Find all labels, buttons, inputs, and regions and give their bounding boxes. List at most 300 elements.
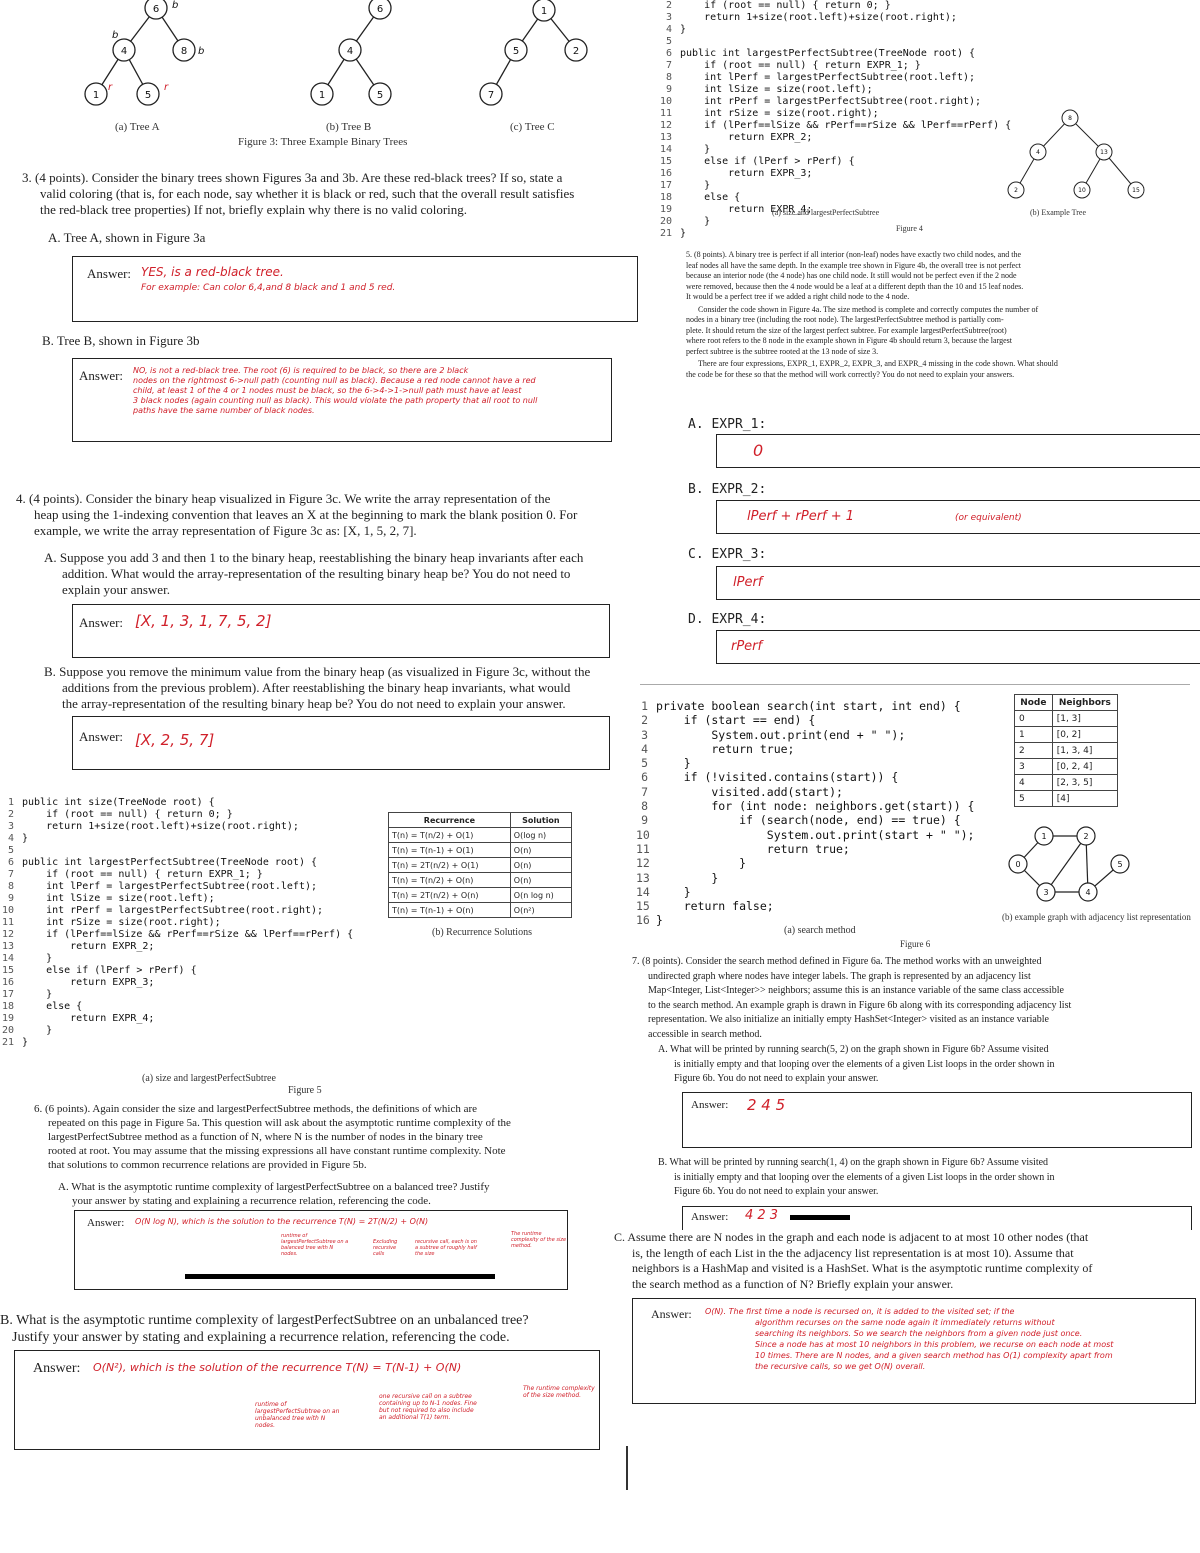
line-number: 17 (660, 180, 673, 191)
table-cell: 1 (1015, 727, 1053, 743)
expr4-answer-box (716, 630, 1200, 664)
code-line (2, 845, 353, 857)
q3b-answer-box (72, 358, 612, 442)
line-number: 6 (7, 857, 14, 868)
code-line (660, 192, 1011, 204)
tree-b-node: 4 (346, 46, 354, 57)
code-line (2, 857, 353, 869)
code-line (660, 180, 1011, 192)
code-line (2, 809, 353, 821)
adjacency-row (1015, 775, 1118, 791)
red-mark: r (108, 82, 113, 93)
answer-label: Answer: (87, 266, 132, 281)
line-number: 18 (2, 1001, 15, 1012)
code-line (636, 856, 975, 870)
line-number: 8 (641, 799, 648, 814)
line-number: 7 (665, 60, 672, 71)
code-text: } (22, 953, 53, 964)
tree-c-node: 2 (572, 46, 580, 57)
q4b-answer-box (72, 716, 610, 770)
recurrence-row (389, 888, 572, 903)
line-number: 16 (660, 168, 673, 179)
table-cell: O(n) (510, 858, 571, 873)
code-text: int lPerf = largestPerfectSubtree(root.left); (680, 72, 976, 83)
line-number: 2 (7, 809, 14, 820)
code-text: public int largestPerfectSubtree(TreeNode root) { (680, 48, 976, 59)
code-text: return true; (656, 741, 795, 756)
answer-label: Answer: (79, 729, 124, 744)
code-line (2, 953, 353, 965)
code-text: if (root == null) { return 0; } (22, 809, 233, 820)
line-number: 19 (660, 204, 673, 215)
q7c-prompt: C. Assume there are N nodes in the graph and each node is adjacent to at most 10 other nodes (that is, the length of each List in the the adjacency list representation is at most 10). Assume that neighbors is a HashMap and visited is a HashSet. What is the asymptotic runtime complexity of the search method as a function of N? Briefly explain your answer. (614, 1230, 1093, 1291)
code-line (660, 0, 1011, 12)
code-text: if (root == null) { return EXPR_1; } (680, 60, 921, 71)
q6a-prompt: A. What is the asymptotic runtime complexity of largestPerfectSubtree on a balanced tree? Justify your answer by stating and explaining a recurrence relation, referencing the code. (58, 1181, 490, 1207)
q6a-note: recursive call, each is on a subtree of roughly half the size (415, 1239, 477, 1257)
fig4a-caption: (a) size and largestPerfectSubtree (772, 208, 880, 217)
tree-c-node: 5 (512, 46, 520, 57)
code-text: if (!visited.contains(start)) { (656, 770, 899, 785)
code-line (660, 84, 1011, 96)
line-number: 12 (660, 120, 673, 131)
expr4-label: D. EXPR_4: (688, 612, 767, 627)
line-number: 14 (660, 144, 673, 155)
code-text: } (656, 756, 691, 771)
line-number: 4 (641, 741, 648, 756)
table-cell: T(n) = T(n/2) + O(n) (389, 873, 511, 888)
tree-a-node: 5 (144, 90, 152, 101)
q3a-answer-line1: YES, is a red-black tree. (141, 265, 284, 279)
line-number: 10 (660, 96, 673, 107)
fig4-node: 13 (1100, 149, 1108, 156)
table-cell: T(n) = T(n-1) + O(1) (389, 843, 511, 858)
q6b-note: The runtime complexity of the size method. (523, 1385, 595, 1399)
code-line (636, 756, 975, 770)
fig4-node: 4 (1036, 149, 1040, 156)
fig5-caption: Figure 5 (288, 1085, 322, 1096)
recurrence-row (389, 843, 572, 858)
line-number: 8 (7, 881, 14, 892)
q6b-note: one recursive call on a subtree containing up to N-1 nodes. Fine but not required to also include an additional T(1) term. (379, 1393, 477, 1421)
code-text: return EXPR_3; (22, 977, 155, 988)
code-text: int rSize = size(root.right); (680, 108, 879, 119)
line-number: 4 (665, 24, 672, 35)
line-number: 13 (636, 870, 650, 885)
tree-b-node: 1 (318, 90, 326, 101)
tree-c-node: 7 (487, 90, 495, 101)
fig4-node: 8 (1068, 115, 1072, 122)
line-number: 1 (7, 797, 14, 808)
margin-line (626, 1446, 628, 1490)
line-number: 17 (2, 989, 15, 1000)
code-line (2, 1001, 353, 1013)
code-text: if (start == end) { (656, 713, 816, 728)
table-cell: O(n) (510, 843, 571, 858)
expr2-note: (or equivalent) (955, 513, 1022, 523)
code-text: visited.add(start); (656, 784, 843, 799)
q6b-prompt: B. What is the asymptotic runtime complexity of largestPerfectSubtree on an unbalanced tree? Justify your answer by stating and explaining a recurrence relation, referencing the code. (0, 1313, 529, 1345)
code-text: return 1+size(root.left)+size(root.right); (22, 821, 299, 832)
code-text: } (656, 884, 691, 899)
line-number: 11 (636, 841, 650, 856)
code-text: } (680, 228, 687, 239)
line-number: 3 (7, 821, 14, 832)
code-text: } (22, 1037, 29, 1048)
code-line (2, 881, 353, 893)
figure3-trees (60, 0, 620, 140)
expr1-answer-box (716, 434, 1200, 468)
line-number: 18 (660, 192, 673, 203)
line-number: 14 (636, 884, 650, 899)
q7b-answer: 4 2 3 (745, 1208, 779, 1223)
q5-prompt: 5. (8 points). A binary tree is perfect if all interior (non-leaf) nodes have exactly two child nodes, and the leaf nodes all have the same depth. In the example tree shown in Figure 4b, the overall tree is not perfect because an interior node (the 4 node) has one child node. It still would not be perfect even if the 2 node were removed, because then the 4 node would be a leaf at a different depth than the 10 and 15 leaf nodes. It would be a perfect tree if we added a right child node to the 4 node. Consider the code shown in Figure 4a. The size method is complete and correctly computes the number of nodes in a binary tree (including the root node). The largestPerfectSubtree method is partially com- plete. It should return the size of the largest perfect subtree. For example largestPerfectSubtree(root) where root refers to the 8 node in the example shown in Figure 4b should return 3, because the largest perfect subtree is the subtree rooted at the 13 node of size 3. There are four expressions, EXPR_1, EXPR_2, EXPR_3, and EXPR_4 missing in the code shown. What should the code be for these so that the method will work correctly? You do not need to explain your answers. (686, 250, 1058, 379)
q7c-answer-text: O(N). The first time a node is recursed on, it is added to the visited set; if the algorithm recurses on the same node again it immediately returns without searching its neighbors. So we search the neighbors from a given node just once. Since a node has at most 10 neighbors in this problem, we recurse on each node at most 10 times. There are N nodes, and a given search method has O(1) complexity apart from the recursive calls, so we get O(N) overall. (705, 1307, 1114, 1371)
code-line (660, 12, 1011, 24)
answer-label: Answer: (87, 1217, 125, 1229)
tree-a-caption: (a) Tree A (115, 121, 160, 133)
redaction-bar (185, 1274, 495, 1279)
line-number: 15 (636, 899, 650, 914)
code-text: return EXPR_2; (22, 941, 155, 952)
fig4b-caption: (b) Example Tree (1030, 208, 1086, 217)
code-text: private boolean search(int start, int end) { (656, 699, 961, 713)
line-number: 2 (665, 0, 672, 11)
q6a-note: The runtime complexity of the size method. (511, 1231, 567, 1249)
black-mark: b (198, 46, 205, 57)
table-cell: [0, 2, 4] (1052, 759, 1117, 775)
answer-label: Answer: (79, 368, 124, 383)
q7-prompt: 7. (8 points). Consider the search method defined in Figure 6a. The method works with an unweighted undirected graph where nodes have integer labels. The graph is represented by an adjacency list Map<Integer, List<Integer>> neighbors; assume this is an instance variable of the same class accessible to the search method. An example graph is drawn in Figure 6b along with its corresponding adjacency list representation. We also initialize an initially empty HashSet<Integer> visited as an instance variable accessible in search method. (632, 956, 1072, 1040)
line-number: 5 (641, 756, 648, 771)
code-text: } (680, 216, 711, 227)
line-number: 5 (7, 845, 14, 856)
adjacency-row (1015, 743, 1118, 759)
expr3-answer: lPerf (733, 575, 763, 590)
q6a-note: Excluding recursive calls (373, 1239, 398, 1257)
q7a-prompt: A. What will be printed by running search(5, 2) on the graph shown in Figure 6b? Assume visited is initially empty and that looping over the elements of a given List loops in the order shown in Figure 6b. You do not need to explain your answer. (658, 1044, 1055, 1084)
tree-a-node: 8 (180, 46, 188, 57)
code-text: } (22, 1025, 53, 1036)
code-line (636, 713, 975, 727)
tree-a-node: 6 (152, 4, 160, 15)
code-line (2, 941, 353, 953)
code-line (660, 60, 1011, 72)
line-number: 14 (2, 953, 15, 964)
answer-label: Answer: (79, 615, 124, 630)
line-number: 12 (2, 929, 15, 940)
code-line (636, 770, 975, 784)
fig6b-caption: (b) example graph with adjacency list representation (1002, 912, 1191, 922)
line-number: 7 (7, 869, 14, 880)
code-line (2, 989, 353, 1001)
table-cell: [0, 2] (1052, 727, 1117, 743)
code-text: System.out.print(start + " "); (656, 827, 975, 842)
recurrence-row (389, 858, 572, 873)
q4b-prompt: B. Suppose you remove the minimum value from the binary heap (as visualized in Figure 3c, without the additions from the previous problem). After reestablishing the binary heap invariants, what would the array-representation of the resulting binary heap be? You do not need to explain your answer. (44, 664, 591, 711)
table-cell: [1, 3, 4] (1052, 743, 1117, 759)
fig4-caption: Figure 4 (896, 224, 923, 233)
code-line (660, 132, 1011, 144)
figure5-code (2, 797, 353, 1049)
table-cell: 3 (1015, 759, 1053, 775)
code-line (660, 168, 1011, 180)
q3a-answer-box (72, 256, 638, 322)
line-number: 10 (636, 827, 650, 842)
figure6-graph (1004, 822, 1140, 908)
expr3-label: C. EXPR_3: (688, 547, 767, 562)
table-cell: O(n log n) (510, 888, 571, 903)
code-line (636, 699, 975, 713)
expr1-answer: 0 (753, 441, 764, 460)
code-line (636, 828, 975, 842)
tree-a-node: 4 (120, 46, 128, 57)
code-text: if (search(node, end) == true) { (656, 813, 961, 828)
code-line (2, 1013, 353, 1025)
code-line (660, 24, 1011, 36)
code-line (2, 833, 353, 845)
line-number: 9 (641, 813, 648, 828)
code-line (660, 144, 1011, 156)
q7b-prompt: B. What will be printed by running search(1, 4) on the graph shown in Figure 6b? Assume visited is initially empty and that looping over the elements of a given List loops in the order shown in Figure 6b. You do not need to explain your answer. (658, 1157, 1055, 1197)
table-cell: 4 (1015, 775, 1053, 791)
code-line (2, 1037, 353, 1049)
code-text: } (680, 24, 687, 35)
expr1-label: A. EXPR_1: (688, 417, 767, 432)
code-line (660, 36, 1011, 48)
code-text: } (656, 913, 663, 928)
figure4-tree (1000, 106, 1150, 202)
code-line (660, 228, 1011, 240)
code-line (2, 797, 353, 809)
adjacency-table (1014, 694, 1118, 807)
line-number: 3 (641, 727, 648, 742)
adj-header: Neighbors (1052, 695, 1117, 711)
q3-prompt: 3. (4 points). Consider the binary trees shown Figures 3a and 3b. Are these red-black trees? If so, state a valid coloring (that is, for each node, say whether it is black or red, such that the overall result satisfies the red-black tree properties) If not, briefly explain why there is no valid coloring. (22, 170, 575, 217)
code-line (660, 216, 1011, 228)
code-text: } (656, 856, 747, 871)
q7a-answer-box (682, 1092, 1192, 1148)
figure6-code (636, 699, 975, 928)
table-cell: 2 (1015, 743, 1053, 759)
fig4-node: 2 (1014, 187, 1018, 194)
code-line (660, 48, 1011, 60)
code-line (660, 120, 1011, 132)
code-text: int rSize = size(root.right); (22, 917, 221, 928)
line-number: 20 (2, 1025, 15, 1036)
code-text: return false; (656, 899, 774, 914)
line-number: 19 (2, 1013, 15, 1024)
q4-prompt: 4. (4 points). Consider the binary heap visualized in Figure 3c. We write the array representation of the heap using the 1-indexing convention that leaves an X at the beginning to mark the blank position 0. For example, we write the array representation of Figure 3c as: [X, 1, 5, 2, 7]. (16, 491, 578, 538)
code-line (2, 821, 353, 833)
line-number: 4 (7, 833, 14, 844)
graph-node: 3 (1043, 888, 1049, 897)
line-number: 13 (2, 941, 15, 952)
code-text: } (22, 989, 53, 1000)
q6a-answer: O(N log N), which is the solution to the recurrence T(N) = 2T(N/2) + O(N) (135, 1217, 429, 1226)
code-text: else if (lPerf > rPerf) { (680, 156, 855, 167)
code-text: return 1+size(root.left)+size(root.right); (680, 12, 957, 23)
table-cell: O(n) (510, 873, 571, 888)
rec-header: Solution (510, 813, 571, 828)
q6a-note: runtime of largestPerfectSubtree on a balanced tree with N nodes. (281, 1233, 349, 1257)
code-line (636, 871, 975, 885)
table-cell: T(n) = 2T(n/2) + O(1) (389, 858, 511, 873)
tree-a-node: 1 (92, 90, 100, 101)
code-text: int rPerf = largestPerfectSubtree(root.right); (680, 96, 982, 107)
table-cell: T(n) = T(n/2) + O(1) (389, 828, 511, 843)
line-number: 2 (641, 713, 648, 728)
code-text: return EXPR_2; (680, 132, 813, 143)
code-line (636, 742, 975, 756)
code-line (2, 965, 353, 977)
graph-node: 0 (1015, 860, 1021, 869)
code-text: if (lPerf==lSize && rPerf==rSize && lPerf==rPerf) { (680, 120, 1012, 131)
graph-node: 4 (1085, 888, 1091, 897)
line-number: 21 (660, 228, 673, 239)
q4a-answer-box (72, 604, 610, 658)
code-line (2, 1025, 353, 1037)
tree-b-node: 5 (376, 90, 384, 101)
code-text: return EXPR_3; (680, 168, 813, 179)
graph-node: 5 (1117, 860, 1123, 869)
code-text: System.out.print(end + " "); (656, 727, 906, 742)
fig6-caption: Figure 6 (900, 939, 931, 949)
code-line (2, 869, 353, 881)
black-mark: b (112, 30, 119, 41)
q6b-answer-box (14, 1350, 600, 1450)
table-cell: O(log n) (510, 828, 571, 843)
code-text: if (lPerf==lSize && rPerf==rSize && lPerf==rPerf) { (22, 929, 354, 940)
q4b-answer: [X, 2, 5, 7] (135, 731, 215, 749)
code-text: int rPerf = largestPerfectSubtree(root.right); (22, 905, 324, 916)
recurrence-row (389, 828, 572, 843)
line-number: 16 (636, 913, 650, 928)
code-line (660, 108, 1011, 120)
q3b-answer-text: NO, is not a red-black tree. The root (6) is required to be black, so there are 2 black nodes on the rightmost 6->null path (counting null as black). Because a red node cannot have a red child, at least 1 of the 4 or 1 nodes must be black, so the 6->4->1->null path must have at least 3 black nodes (again counting null as black). This would violate the path property that all root to null paths have the same number of black nodes. (133, 366, 538, 415)
recurrence-row (389, 903, 572, 918)
code-line (636, 799, 975, 813)
code-line (2, 905, 353, 917)
line-number: 9 (665, 84, 672, 95)
code-line (2, 929, 353, 941)
line-number: 1 (641, 699, 648, 713)
line-number: 15 (660, 156, 673, 167)
code-text: } (680, 144, 711, 155)
q7c-answer-box (632, 1298, 1196, 1404)
q7a-answer: 2 4 5 (747, 1096, 786, 1114)
table-cell: 5 (1015, 791, 1053, 807)
code-text: int lSize = size(root.left); (22, 893, 215, 904)
line-number: 9 (7, 893, 14, 904)
fig4-node: 10 (1078, 187, 1086, 194)
q7b-answer-box (682, 1206, 1192, 1230)
table-cell: [2, 3, 5] (1052, 775, 1117, 791)
code-line (660, 156, 1011, 168)
line-number: 12 (636, 856, 650, 871)
rec-header: Recurrence (389, 813, 511, 828)
line-number: 11 (2, 917, 15, 928)
line-number: 16 (2, 977, 15, 988)
fig6a-caption: (a) search method (784, 925, 856, 936)
recurrence-row (389, 873, 572, 888)
line-number: 13 (660, 132, 673, 143)
code-line (2, 977, 353, 989)
tree-b-caption: (b) Tree B (326, 121, 372, 133)
q3a-label: A. Tree A, shown in Figure 3a (48, 230, 206, 245)
code-text: if (root == null) { return 0; } (680, 0, 891, 11)
figure3-caption: Figure 3: Three Example Binary Trees (238, 136, 408, 148)
tree-b-node: 6 (376, 4, 384, 15)
table-cell: O(n²) (510, 903, 571, 918)
tree-c-caption: (c) Tree C (510, 121, 555, 133)
code-text: public int size(TreeNode root) { (22, 797, 215, 808)
q3a-answer-line2: For example: Can color 6,4,and 8 black and 1 and 5 red. (141, 283, 396, 293)
graph-node: 2 (1083, 832, 1089, 841)
q6-prompt: 6. (6 points). Again consider the size and largestPerfectSubtree methods, the definitions of which are repeated on this page in Figure 5a. This question will ask about the asymptotic runtime complexity of the largestPerfectSubtree method as a function of N, where N is the number of nodes in the binary tree rooted at root. You may assume that the missing expressions all have constant runtime complexity. Note that solutions to common recurrence relations are provided in Figure 5b. (34, 1103, 511, 1171)
table-cell: 0 (1015, 711, 1053, 727)
line-number: 6 (641, 770, 648, 785)
adj-header: Node (1015, 695, 1053, 711)
table-cell: T(n) = 2T(n/2) + O(n) (389, 888, 511, 903)
code-text: return EXPR_4; (22, 1013, 155, 1024)
line-number: 20 (660, 216, 673, 227)
q6b-answer: O(N²), which is the solution of the recurrence T(N) = T(N-1) + O(N) (93, 1361, 462, 1374)
code-line (636, 842, 975, 856)
line-number: 15 (2, 965, 15, 976)
code-text: int lSize = size(root.left); (680, 84, 873, 95)
table-cell: [4] (1052, 791, 1117, 807)
line-number: 3 (665, 12, 672, 23)
redaction-bar (790, 1215, 850, 1220)
answer-label: Answer: (691, 1211, 729, 1223)
code-line (636, 885, 975, 899)
recurrence-table (388, 812, 572, 918)
adjacency-row (1015, 727, 1118, 743)
expr4-answer: rPerf (731, 639, 763, 654)
answer-label: Answer: (33, 1361, 81, 1376)
graph-node: 1 (1041, 832, 1047, 841)
code-text: if (root == null) { return EXPR_1; } (22, 869, 263, 880)
fig5a-caption: (a) size and largestPerfectSubtree (142, 1073, 276, 1084)
code-text: return true; (656, 841, 850, 856)
answer-label: Answer: (691, 1099, 729, 1111)
code-line (660, 72, 1011, 84)
expr2-answer: lPerf + rPerf + 1 (747, 509, 855, 524)
answer-label: Answer: (651, 1307, 692, 1321)
code-line (636, 813, 975, 827)
line-number: 6 (665, 48, 672, 59)
table-cell: T(n) = T(n-1) + O(n) (389, 903, 511, 918)
code-text: else { (22, 1001, 83, 1012)
q3b-label: B. Tree B, shown in Figure 3b (42, 333, 200, 348)
line-number: 11 (660, 108, 673, 119)
line-number: 10 (2, 905, 15, 916)
code-text: } (22, 833, 29, 844)
code-text: } (680, 180, 711, 191)
code-text: public int largestPerfectSubtree(TreeNode root) { (22, 857, 318, 868)
code-line (636, 785, 975, 799)
line-number: 5 (665, 36, 672, 47)
recurrence-caption: (b) Recurrence Solutions (432, 927, 532, 938)
adjacency-row (1015, 711, 1118, 727)
red-mark: r (164, 82, 169, 93)
fig4-node: 15 (1132, 187, 1140, 194)
black-mark: b (172, 0, 179, 11)
code-text: for (int node: neighbors.get(start)) { (656, 799, 975, 814)
code-line (2, 893, 353, 905)
code-text: } (656, 870, 719, 885)
